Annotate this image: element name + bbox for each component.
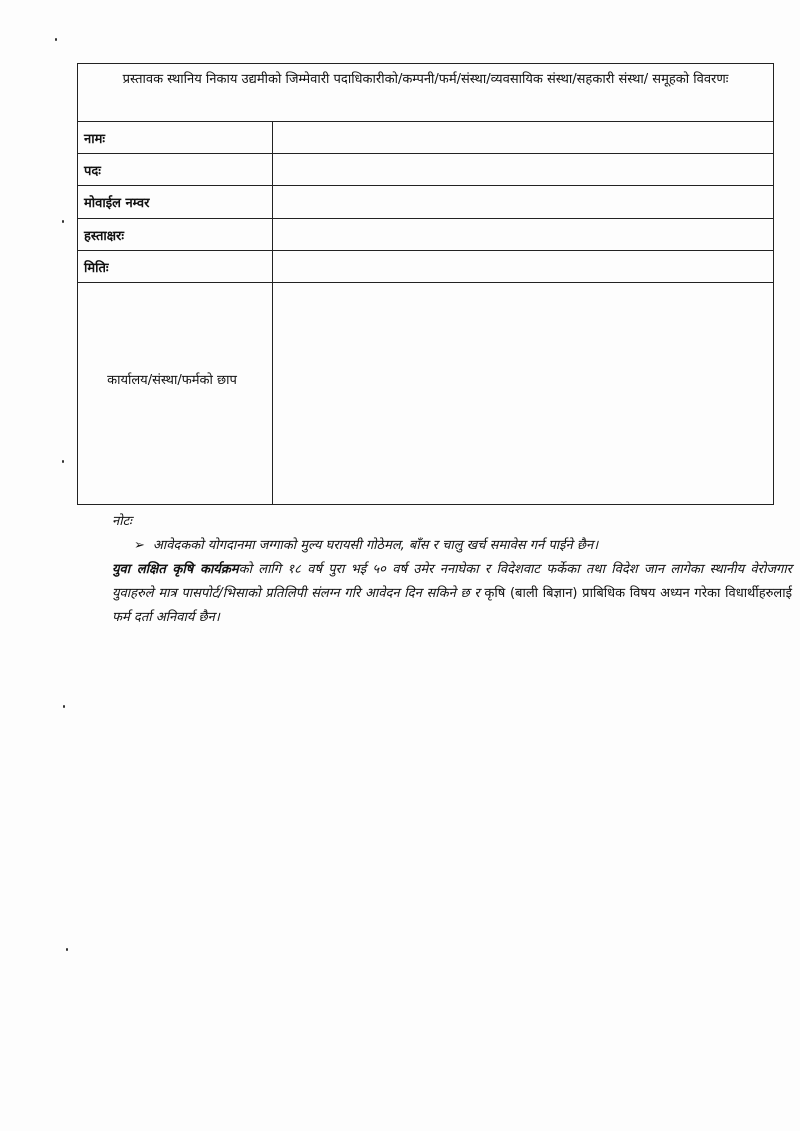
- mobile-field[interactable]: [273, 186, 773, 218]
- form-row-signature: [78, 219, 773, 251]
- form-row-date: [78, 251, 773, 283]
- notes-section: [112, 510, 792, 630]
- form-row-stamp: [78, 283, 773, 504]
- note-item-text: आवेदकको योगदानमा जग्गाको मुल्य घरायसी गोठेमल, बाँस र चालु खर्च समावेस गर्न पाईने छैन।: [152, 538, 599, 553]
- form-row-mobile: [78, 186, 773, 219]
- note-item: [134, 534, 792, 558]
- name-field[interactable]: [273, 122, 773, 153]
- form-row-name: [78, 122, 773, 154]
- form-header: प्रस्तावक स्थानिय निकाय उद्यमीको जिम्मेवारी पदाधिकारीको/कम्पनी/फर्म/संस्था/व्यवसायिक संस्था/सहकारी संस्था/ समूहको विवरणः: [78, 64, 773, 122]
- row-label: मोवाईल नम्वर: [78, 186, 273, 218]
- row-label: मितिः: [78, 251, 273, 282]
- details-form-table: [77, 63, 774, 505]
- notes-title: नोटः: [112, 514, 132, 529]
- row-label: नामः: [78, 122, 273, 153]
- row-label: पदः: [78, 154, 273, 185]
- note-paragraph-text-3: फर्म दर्ता अनिवार्य छैन।: [112, 610, 220, 625]
- stamp-area[interactable]: [273, 283, 773, 504]
- scan-speck: [62, 220, 64, 223]
- scan-speck: [62, 460, 64, 463]
- note-paragraph-text: को लागि १८ वर्ष पुरा भई ५० वर्ष उमेर ननाघेका र विदेशवाट फर्केका तथा विदेश जान लागेका स्थानीय वेरोजगार युवाहरुले मात्र पासपोर्ट/भिसाको प्रतिलिपी संलग्न गरि आवेदन दिन सकिने छ र: [112, 562, 792, 601]
- date-field[interactable]: [273, 251, 773, 282]
- position-field[interactable]: [273, 154, 773, 185]
- row-label: कार्यालय/संस्था/फर्मको छाप: [78, 283, 273, 504]
- scan-speck: [66, 948, 68, 951]
- note-paragraph: [112, 558, 792, 630]
- note-paragraph-text-2: कृषि (बाली बिज्ञान) प्राबिधिक विषय अध्यन गरेका विधार्थीहरुलाई: [484, 586, 792, 601]
- scan-speck: [55, 38, 57, 41]
- scan-speck: [63, 705, 65, 708]
- form-row-position: [78, 154, 773, 186]
- signature-field[interactable]: [273, 219, 773, 250]
- program-name: युवा लक्षित कृषि कार्यक्रम: [112, 562, 239, 577]
- row-label: हस्ताक्षरः: [78, 219, 273, 250]
- arrow-bullet-icon: ➢: [134, 538, 145, 553]
